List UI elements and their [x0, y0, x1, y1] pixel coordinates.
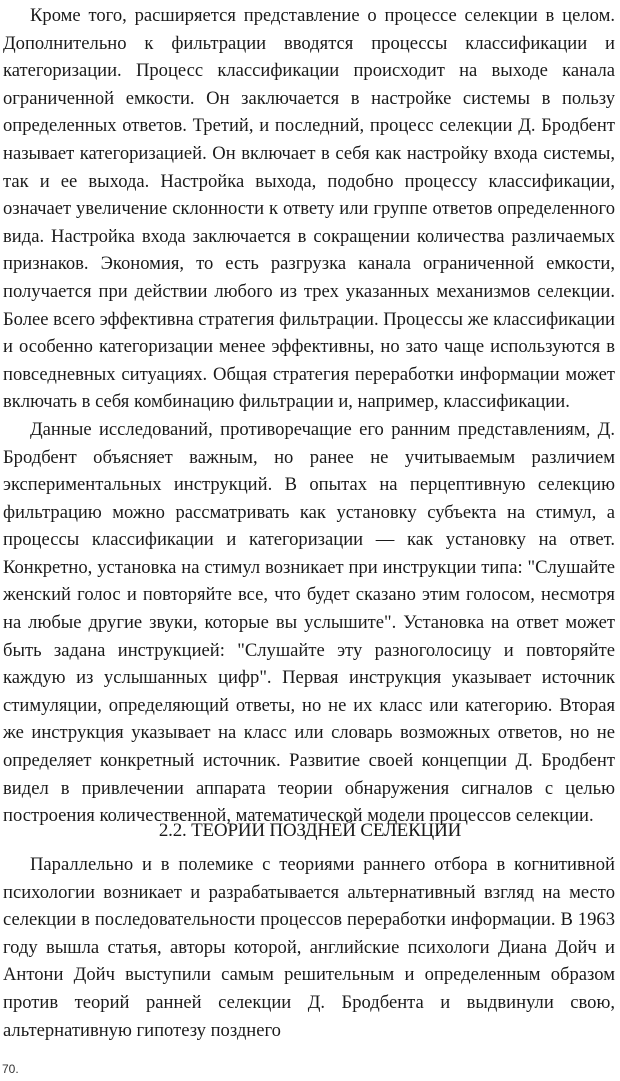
paragraph-selection-processes: Кроме того, расширяется представление о процессе селекции в целом. Дополнительно к фильтрации вводятся процессы классификации и категоризации. Процесс классификации происходит на выходе канала ограниченной емкости. Он заключается в настройке системы в пользу определенных ответов. Третий, и последний, процесс селекции Д. Бродбент называет категоризацией. Он включает в себя как настройку входа системы, так и ее выхода. Настройка выхода, подобно процессу классификации, означает увеличение склонности к ответу или группе ответов определенного вида. Настройка входа заключается в сокращении количества различаемых признаков. Экономия, то есть разгрузка канала ограниченной емкости, получается при действии любого из трех указанных механизмов селекции. Более всего эффективна стратегия фильтрации. Процессы же классификации и особенно категоризации менее эффективны, но зато чаще используются в повседневных ситуациях. Общая стратегия переработки информации может включать в себя комбинацию фильтрации и, например, классификации. — [3, 5, 615, 413]
page-number: 70. — [2, 1062, 19, 1076]
paragraph-instructions: Данные исследований, противоречащие его ранним представлениям, Д. Бродбент объясняет важным, но ранее не учитываемым различием экспериментальных инструкций. В опытах на перцептивную селекцию фильтрацию можно рассматривать как установку субъекта на стимул, а процессы классификации и категоризации — как установку на ответ. Конкретно, установка на стимул возникает при инструкции типа: "Слушайте женский голос и повторяйте все, что будет сказано этим голосом, несмотря на любые другие звуки, которые вы услышите". Установка на ответ может быть задана инструкцией: "Слушайте эту разноголосицу и повторяйте каждую из услышанных цифр". Первая инструкция указывает источник стимуляции, определяющий ответы, но не их класс или категорию. Вторая же инструкция указывает на класс или словарь возможных ответов, но не определяет конкретный источник. Развитие своей концепции Д. Бродбент видел в привлечении аппарата теории обнаружения сигналов с целью построения количественной, математической модели процессов селекции. — [3, 418, 615, 827]
section-heading: 2.2. ТЕОРИИ ПОЗДНЕЙ СЕЛЕКЦИИ — [158, 820, 462, 841]
section-text-after-heading — [3, 851, 615, 1044]
section-text-before-heading — [3, 2, 615, 830]
paragraph-late-selection: Параллельно и в полемике с теориями раннего отбора в когнитивной психологии возникает и разрабатывается альтернативный взгляд на место селекции в последовательности процессов переработки информации. В 1963 году вышла статья, авторы которой, английские психологи Диана Дойч и Антони Дойч выступили самым решительным и определенным образом против теорий ранней селекции Д. Бродбента и выдвинули свою, альтернативную гипотезу позднего — [3, 854, 615, 1041]
